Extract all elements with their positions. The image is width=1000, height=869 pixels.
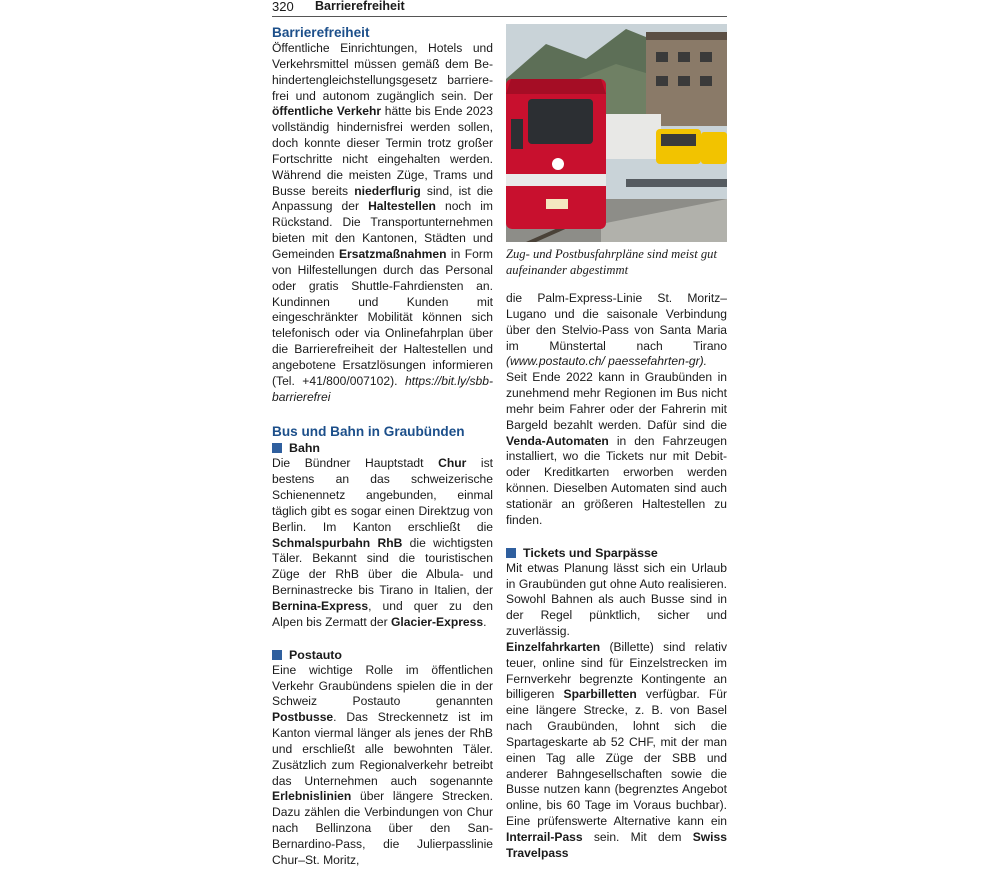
- paragraph-postauto: Eine wichtige Rolle im öffentlichen Verkehr Graubündens spielen die in der Schweiz Postauto genannten Postbusse. Das Streckennetz ist im Kanton viermal länger als jenes der RhB und erschließt alle bewohnten Täler. Zusätzlich zum Regionalverkehr betreibt das Unternehmen auch sogenannte Erlebnislinien über längere Strecken. Dazu zählen die Verbindungen von Chur nach Bellinzona über den San-Bernardino-Pass, die Julierpasslinie Chur–St. Moritz,: [272, 662, 493, 867]
- paragraph-barrierefreiheit: Öffentliche Einrichtungen, Hotels und Verkehrsmittel müssen gemäß dem Behindertengleichstellungsgesetz barrierefrei und autonom zugänglich sein. Der öffentliche Verkehr hätte bis Ende 2023 vollständig hindernisfrei werden sollen, doch konnte dieser Termin trotz großer Fortschritte nicht eingehalten werden. Während die meisten Züge, Trams und Busse bereits niederflurig sind, ist die Anpassung der Haltestellen noch im Rückstand. Die Transportunternehmen bieten mit den Kantonen, Städten und Gemeinden Ersatzmaßnahmen in Form von Hilfestellungen durch das Personal oder gratis Shuttle-Fahrdiensten an. Kundinnen und Kunden mit eingeschränkter Mobilität können sich telefonisch oder via Onlinefahrplan über die Barrierefreiheit der Haltestellen und angebotene Ersatzlösungen informieren (Tel. +41/800/007102). https://bit.ly/sbb-barrierefrei: [272, 41, 493, 404]
- running-header: [272, 0, 727, 17]
- square-bullet-icon: [272, 443, 282, 453]
- square-bullet-icon: [506, 548, 516, 558]
- left-column: [272, 24, 493, 869]
- right-column: [506, 291, 727, 862]
- paragraph-postauto-continued: die Palm-Express-Linie St. Moritz–Lugano und die saisonale Verbindung über den Stelvio-Pass von Santa Maria im Münstertal nach Tirano (www.postauto.ch/ paessefahrten-gr).: [506, 291, 727, 369]
- train-bus-photo: [506, 24, 727, 242]
- paragraph-bahn: Die Bündner Hauptstadt Chur ist bestens an das schweizerische Schienennetz angebunden, einmal täglich gibt es sogar einen Direktzug von Berlin. Im Kanton erschließt die Schmalspurbahn RhB die wichtigsten Täler. Bekannt sind die touristischen Züge der RhB über die Albula- und Berninastrecke bis Tirano in Italien, der Bernina-Express, und quer zu den Alpen bis Zermatt der Glacier-Express.: [272, 456, 493, 629]
- book-page: [272, 0, 727, 867]
- sbb-link[interactable]: https://bit.ly/sbb-barrierefrei: [272, 373, 493, 404]
- square-bullet-icon: [272, 650, 282, 660]
- paragraph-tickets: Einzelfahrkarten (Billette) sind relativ teuer, online sind für Einzelstrecken im Fernverkehr begrenzte Kontingente an billigeren Sparbilletten verfügbar. Für eine längere Strecke, z. B. von Basel nach Graubünden, lohnt sich die Spartageskarte ab 52 CHF, mit der man einen Tag alle Züge der SBB und anderer Bahngesellschaften sowie die Busse nutzen kann (begrenztes Angebot online, bis 60 Tage im Voraus buchbar). Eine prüfenswerte Alternative kann ein Interrail-Pass sein. Mit dem Swiss Travelpass: [506, 639, 727, 860]
- subheading-postauto: Postauto: [272, 647, 493, 663]
- photo-caption: Zug- und Postbusfahrpläne sind meist gut aufeinander abgestimmt: [506, 247, 717, 277]
- subheading-bahn: Bahn: [272, 440, 493, 456]
- photo-illustration: [506, 24, 727, 242]
- paragraph-tickets-intro: Mit etwas Planung lässt sich ein Urlaub in Graubünden gut ohne Auto realisieren. Sowohl Bahnen als auch Busse sind in der Regel pünktlich, sicher und zuverlässig.: [506, 560, 727, 639]
- heading-barrierefreiheit: Barrierefreiheit: [272, 25, 370, 40]
- running-section-title: Barrierefreiheit: [315, 0, 405, 13]
- paragraph-venda: Seit Ende 2022 kann in Graubünden in zunehmend mehr Regionen im Bus nicht mehr beim Fahrer oder der Fahrerin mit Bargeld bezahlt werden. Dafür sind die Venda-Automaten in den Fahrzeugen installiert, wo die Tickets nur mit Debit- oder Kreditkarten erworben werden können. Dieselben Automaten sind auch stationär an größeren Haltestellen zu finden.: [506, 370, 727, 527]
- page-number: 320: [272, 0, 294, 14]
- heading-bus-und-bahn: Bus und Bahn in Graubünden: [272, 424, 465, 440]
- postauto-link[interactable]: (www.postauto.ch/ paessefahrten-gr).: [506, 354, 707, 369]
- subheading-tickets: Tickets und Sparpässe: [506, 545, 727, 561]
